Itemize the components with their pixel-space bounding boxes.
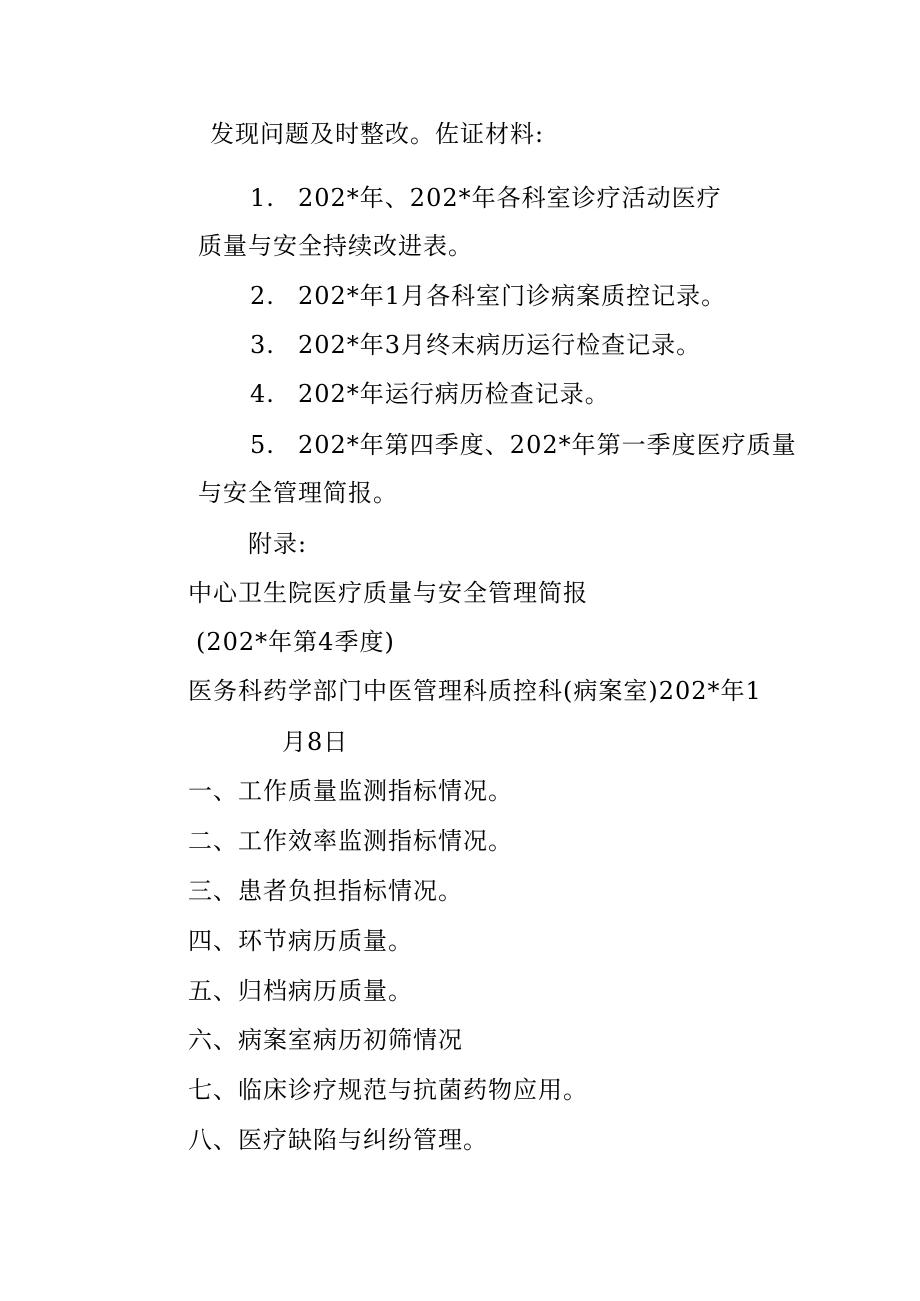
item-number: 1. — [250, 184, 275, 212]
section-item: 一、工作质量监测指标情况。 — [188, 777, 513, 805]
section-item: 三、患者负担指标情况。 — [188, 877, 463, 905]
bulletin-issuer: 医务科药学部门中医管理科质控科(病案室)202*年1 — [188, 677, 762, 705]
item-number: 3. — [250, 331, 275, 359]
evidence-item-1 — [250, 183, 722, 213]
intro-line: 发现问题及时整改。佐证材料: — [210, 120, 545, 148]
evidence-item-3 — [250, 330, 701, 360]
item-number: 4. — [250, 380, 275, 408]
item-number: 5. — [250, 431, 275, 459]
appendix-label: 附录: — [248, 530, 308, 558]
section-item: 二、工作效率监测指标情况。 — [188, 827, 513, 855]
section-item: 七、临床诊疗规范与抗菌药物应用。 — [188, 1076, 588, 1104]
bulletin-title: 中心卫生院医疗质量与安全管理简报 — [188, 579, 588, 607]
item-text: 202*年第四季度、202*年第一季度医疗质量 — [298, 431, 797, 459]
section-item: 六、病案室病历初筛情况 — [188, 1026, 463, 1054]
item-number: 2. — [250, 282, 275, 310]
bulletin-period: (202*年第4季度) — [196, 628, 395, 656]
section-item: 五、归档病历质量。 — [188, 977, 413, 1005]
section-item: 四、环节病历质量。 — [188, 927, 413, 955]
section-item: 八、医疗缺陷与纠纷管理。 — [188, 1126, 488, 1154]
evidence-item-1-continuation: 质量与安全持续改进表。 — [198, 232, 473, 260]
item-text: 202*年1月各科室门诊病案质控记录。 — [298, 282, 727, 310]
evidence-item-2 — [250, 281, 726, 311]
evidence-item-4 — [250, 379, 610, 409]
evidence-item-5 — [250, 430, 797, 460]
item-text: 202*年3月终末病历运行检查记录。 — [298, 331, 702, 359]
bulletin-issuer-date: 月8日 — [282, 728, 349, 756]
item-text: 202*年、202*年各科室诊疗活动医疗 — [298, 184, 722, 212]
evidence-item-5-continuation: 与安全管理简报。 — [198, 479, 398, 507]
item-text: 202*年运行病历检查记录。 — [298, 380, 610, 408]
